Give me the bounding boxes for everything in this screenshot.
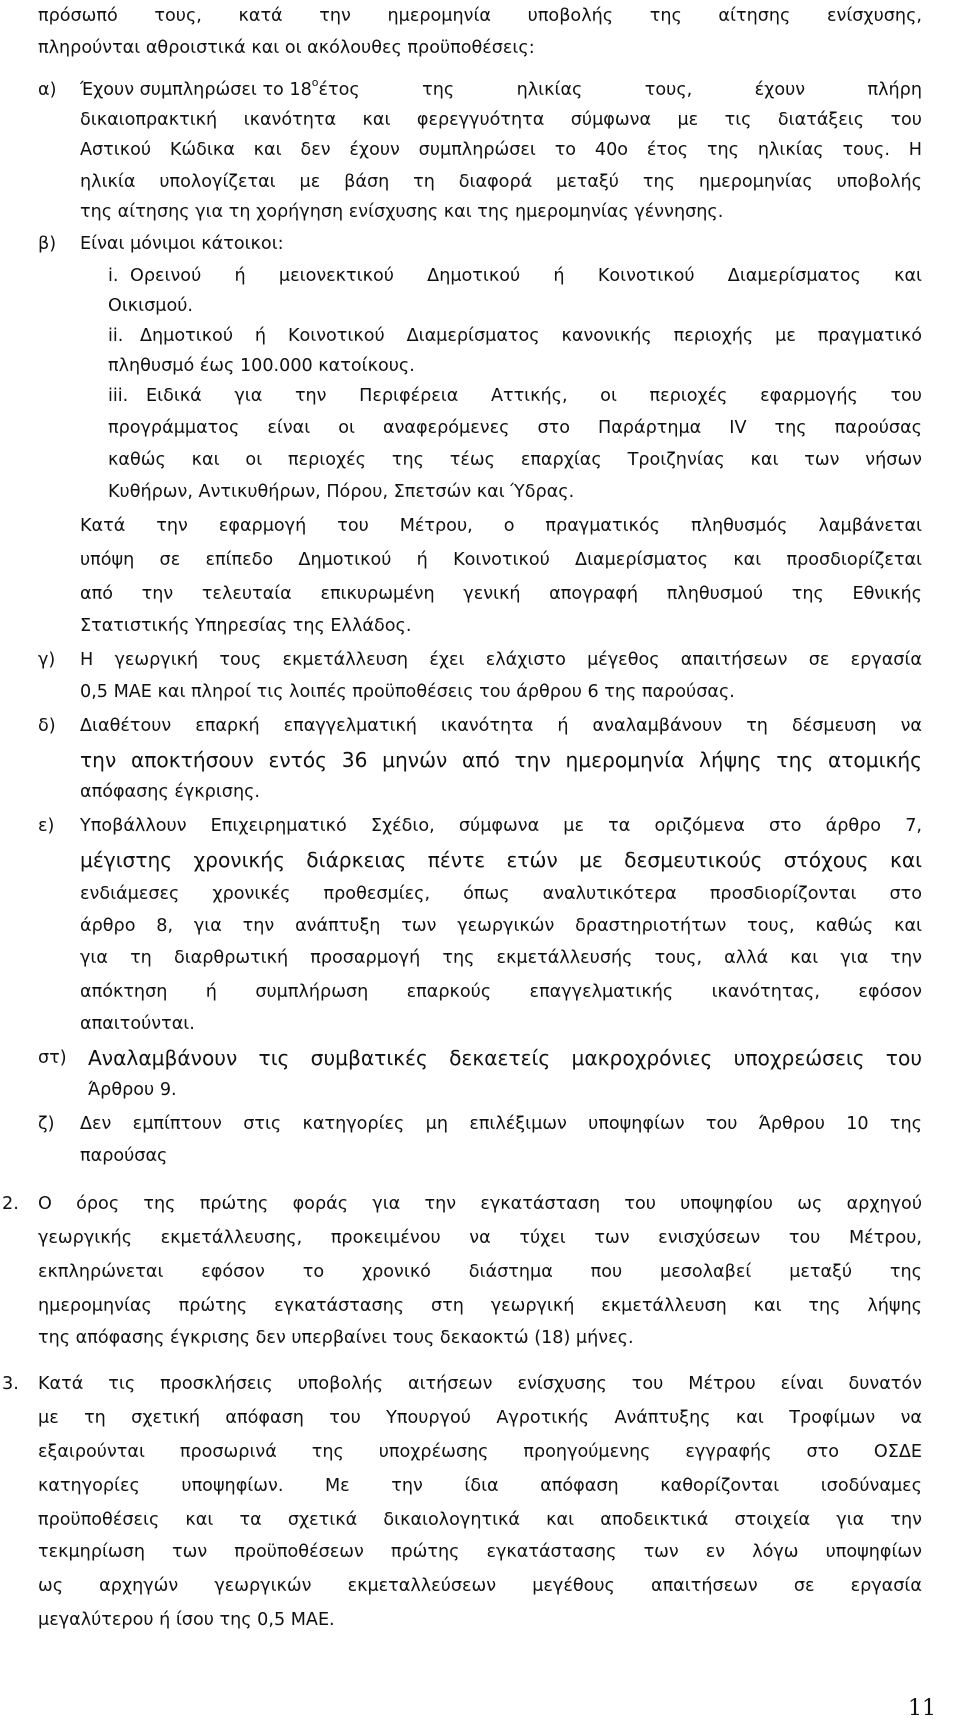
- text-line: υπόψη σε επίπεδο Δημοτικού ή Κοινοτικού Διαμερίσματος και προσδιορίζεται: [80, 550, 922, 570]
- text-line: ηλικία υπολογίζεται με βάση τη διαφορά μεταξύ της ημερομηνίας υποβολής: [80, 172, 922, 192]
- text-line: Δεν εμπίπτουν στις κατηγορίες μη επιλέξιμων υποψηφίων του Άρθρου 10 της: [80, 1114, 922, 1134]
- text-line: άρθρο 8, για την ανάπτυξη των γεωργικών δραστηριοτήτων τους, καθώς και: [80, 916, 922, 936]
- text-line: Κυθήρων, Αντικυθήρων, Πόρου, Σπετσών και Ύδρας.: [108, 482, 575, 502]
- list-label: i.: [108, 266, 119, 286]
- text-line: Αναλαμβάνουν τις συμβατικές δεκαετείς μακροχρόνιες υποχρεώσεις του: [88, 1046, 922, 1070]
- text-line: κατηγορίες υποψηφίων. Με την ίδια απόφαση καθορίζονται ισοδύναμες: [38, 1476, 922, 1496]
- text-line: Είναι μόνιμοι κάτοικοι:: [80, 234, 284, 254]
- text-line: μέγιστης χρονικής διάρκειας πέντε ετών με δεσμευτικούς στόχους και: [80, 848, 922, 872]
- text-line: προϋποθέσεις και τα σχετικά δικαιολογητικά και αποδεικτικά στοιχεία για την: [38, 1510, 922, 1530]
- list-label: γ): [38, 650, 56, 670]
- text-line: Δημοτικού ή Κοινοτικού Διαμερίσματος κανονικής περιοχής με πραγματικό: [140, 326, 922, 346]
- text-line: εξαιρούνται προσωρινά της υποχρέωσης προηγούμενης εγγραφής στο ΟΣΔΕ: [38, 1442, 922, 1462]
- text-line: της αίτησης για τη χορήγηση ενίσχυσης και της ημερομηνίας γέννησης.: [80, 202, 724, 222]
- text-line: παρούσας: [80, 1146, 168, 1166]
- text-line: προγράμματος είναι οι αναφερόμενες στο Παράρτημα IV της παρούσας: [108, 418, 922, 438]
- text-line: καθώς και οι περιοχές της τέως επαρχίας Τροιζηνίας και των νήσων: [108, 450, 922, 470]
- text-line: Οικισμού.: [108, 296, 194, 316]
- text-line: την αποκτήσουν εντός 36 μηνών από την ημερομηνία λήψης της ατομικής: [80, 748, 922, 772]
- text-line: Στατιστικής Υπηρεσίας της Ελλάδος.: [80, 616, 412, 636]
- text-line: Η γεωργική τους εκμετάλλευση έχει ελάχιστο μέγεθος απαιτήσεων σε εργασία: [80, 650, 922, 670]
- text-line: Κατά την εφαρμογή του Μέτρου, ο πραγματικός πληθυσμός λαμβάνεται: [80, 516, 922, 536]
- text-line: δικαιοπρακτική ικανότητα και φερεγγυότητα σύμφωνα με τις διατάξεις του: [80, 110, 922, 130]
- text-segment: Έχουν συμπληρώσει το $18^o$: [80, 76, 319, 100]
- text-line: γεωργικής εκμετάλλευσης, προκειμένου να τύχει των ενισχύσεων του Μέτρου,: [38, 1228, 922, 1248]
- text-line: απόφασης έγκρισης.: [80, 782, 261, 802]
- text-line: εκπληρώνεται εφόσον το χρονικό διάστημα που μεσολαβεί μεταξύ της: [38, 1262, 922, 1282]
- text-line: απαιτούνται.: [80, 1014, 195, 1034]
- text-line: Ο όρος της πρώτης φοράς για την εγκατάσταση του υποψηφίου ως αρχηγού: [38, 1194, 922, 1214]
- list-label: στ): [38, 1048, 67, 1068]
- text-line: πρόσωπό τους, κατά την ημερομηνία υποβολής της αίτησης ενίσχυσης,: [38, 6, 922, 26]
- text-line: Ειδικά για την Περιφέρεια Αττικής, οι περιοχές εφαρμογής του: [146, 386, 922, 406]
- list-label: 3.: [2, 1374, 19, 1394]
- text-line: Αστικού Κώδικα και δεν έχουν συμπληρώσει το 40ο έτος της ηλικίας τους. Η: [80, 140, 922, 160]
- text-segment: έτος της ηλικίας τους, έχουν πλήρη: [318, 80, 922, 100]
- text-line: για τη διαρθρωτική προσαρμογή της εκμετάλλευσής τους, αλλά και για την: [80, 948, 922, 968]
- text-line: από την τελευταία επικυρωμένη γενική απογραφή πληθυσμού της Εθνικής: [80, 584, 922, 604]
- text-line: πληθυσμό έως 100.000 κατοίκους.: [108, 356, 415, 376]
- text-line: με τη σχετική απόφαση του Υπουργού Αγροτικής Ανάπτυξης και Τροφίμων να: [38, 1408, 922, 1428]
- superscript: ο: [311, 76, 319, 89]
- text-line: ενδιάμεσες χρονικές προθεσμίες, όπως αναλυτικότερα προσδιορίζονται στο: [80, 884, 922, 904]
- text-line: απόκτηση ή συμπλήρωση επαρκούς επαγγελματικής ικανότητας, εφόσον: [80, 982, 922, 1002]
- text-line: Άρθρου 9.: [88, 1080, 177, 1100]
- list-label: α): [38, 80, 57, 100]
- text-line: Ορεινού ή μειονεκτικού Δημοτικού ή Κοινοτικού Διαμερίσματος και: [130, 266, 922, 286]
- list-label: iii.: [108, 386, 129, 406]
- page-number: 11: [908, 1696, 936, 1721]
- text-line: τεκμηρίωση των προϋποθέσεων πρώτης εγκατάστασης των εν λόγω υποψηφίων: [38, 1542, 922, 1562]
- list-label: 2.: [2, 1194, 19, 1214]
- text-line: Υποβάλλουν Επιχειρηματικό Σχέδιο, σύμφωνα με τα οριζόμενα στο άρθρο 7,: [80, 816, 922, 836]
- text-line: της απόφασης έγκρισης δεν υπερβαίνει τους δεκαοκτώ (18) μήνες.: [38, 1328, 634, 1348]
- text-line: Διαθέτουν επαρκή επαγγελματική ικανότητα ή αναλαμβάνουν τη δέσμευση να: [80, 716, 922, 736]
- text-line: ως αρχηγών γεωργικών εκμεταλλεύσεων μεγέθους απαιτήσεων σε εργασία: [38, 1576, 922, 1596]
- text-line: Κατά τις προσκλήσεις υποβολής αιτήσεων ενίσχυσης του Μέτρου είναι δυνατόν: [38, 1374, 922, 1394]
- list-label: β): [38, 234, 57, 254]
- list-label: ii.: [108, 326, 124, 346]
- list-label: δ): [38, 716, 56, 736]
- text-line: ημερομηνίας πρώτης εγκατάστασης στη γεωργική εκμετάλλευση και της λήψης: [38, 1296, 922, 1316]
- text-line: [80, 78, 922, 104]
- text-line: 0,5 ΜΑΕ και πληροί τις λοιπές προϋποθέσεις του άρθρου 6 της παρούσας.: [80, 682, 735, 702]
- list-label: ζ): [38, 1114, 55, 1134]
- text-line: μεγαλύτερου ή ίσου της 0,5 ΜΑΕ.: [38, 1610, 335, 1630]
- text-line: πληρούνται αθροιστικά και οι ακόλουθες προϋποθέσεις:: [38, 38, 535, 58]
- list-label: ε): [38, 816, 55, 836]
